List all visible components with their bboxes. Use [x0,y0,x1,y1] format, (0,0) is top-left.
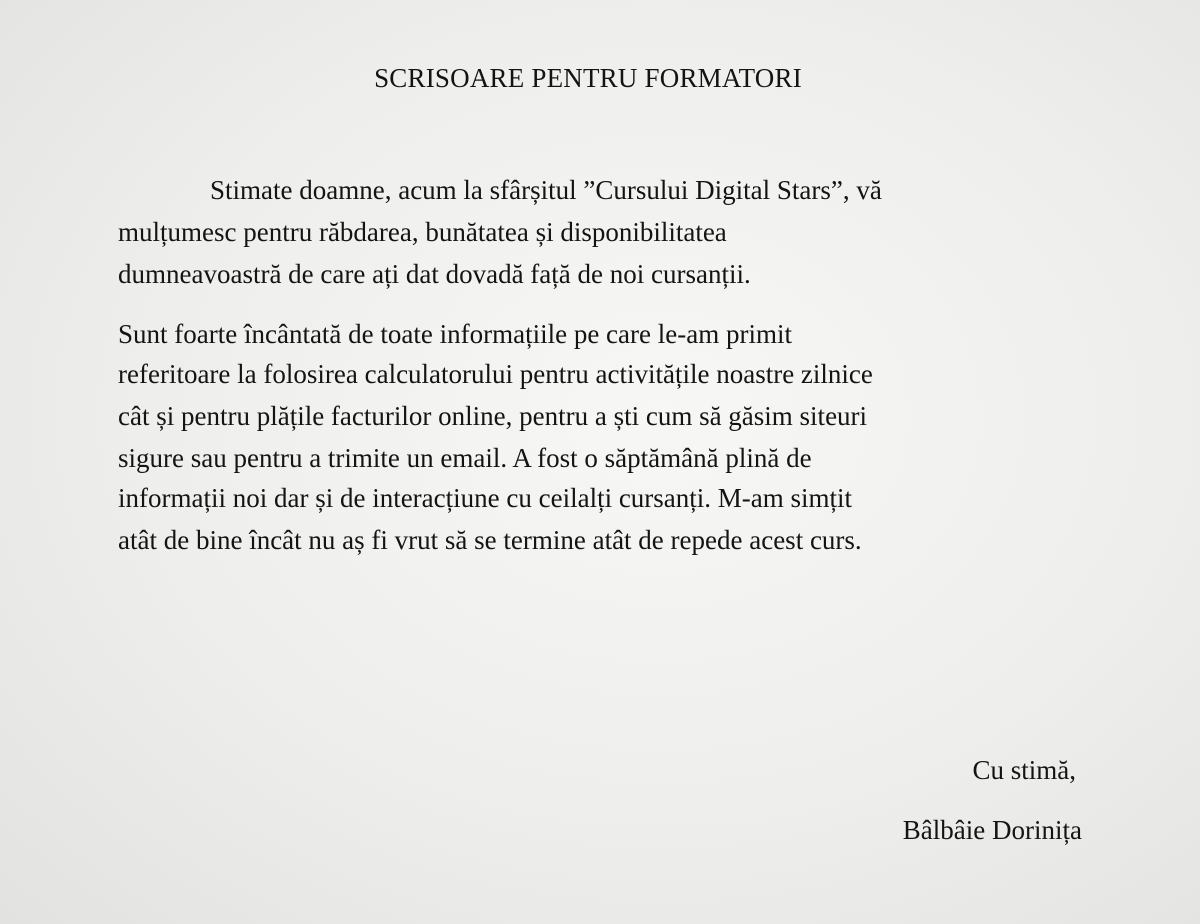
letter-closing: Cu stimă, [972,755,1076,785]
body-line: Stimate doamne, acum la sfârșitul ”Cursului Digital Stars”, vă [210,175,882,205]
body-line: atât de bine încât nu aș fi vrut să se termine atât de repede acest curs. [118,525,862,555]
letter-title: SCRISOARE PENTRU FORMATORI [374,63,802,93]
body-line: cât și pentru plățile facturilor online, pentru a ști cum să găsim siteuri [118,401,868,431]
body-line: referitoare la folosirea calculatorului pentru activitățile noastre zilnice [118,359,873,389]
body-line: dumneavoastră de care ați dat dovadă față de noi cursanții. [118,259,751,289]
body-line: informații noi dar și de interacțiune cu ceilalți cursanți. M-am simțit [118,483,853,513]
body-line: sigure sau pentru a trimite un email. A fost o săptămână plină de [118,443,812,473]
letter-signer: Bâlbâie Dorinița [902,815,1082,845]
body-line: mulțumesc pentru răbdarea, bunătatea și disponibilitatea [118,217,727,247]
body-line: Sunt foarte încântată de toate informațiile pe care le-am primit [118,319,792,349]
